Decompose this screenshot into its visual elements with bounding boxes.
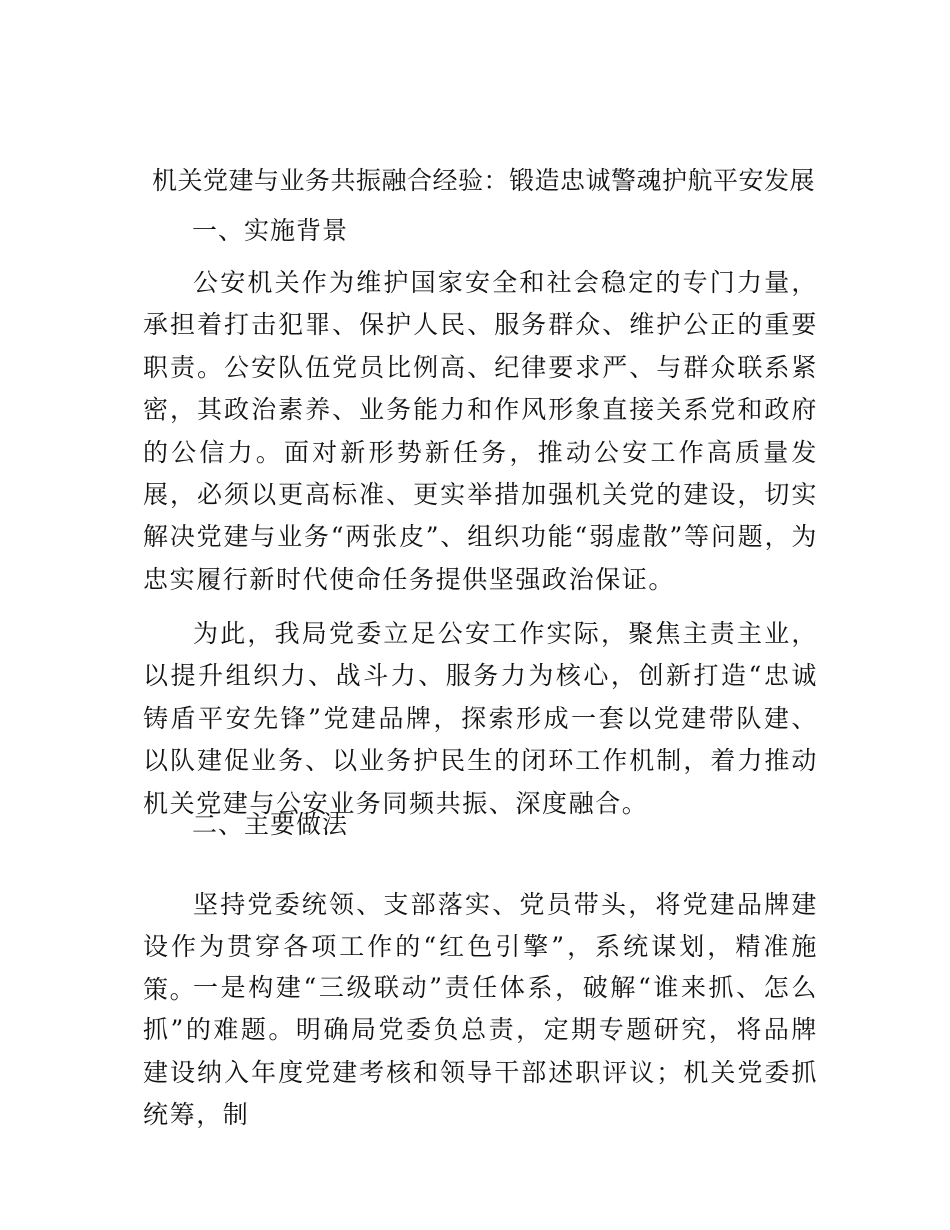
paragraph-practices-intro: 坚持党委统领、支部落实、党员带头，将党建品牌建设作为贯穿各项工作的“红色引擎”，系统谋划，精准施策。 bbox=[143, 890, 818, 1004]
paragraph-background: 公安机关作为维护国家安全和社会稳定的专门力量，承担着打击犯罪、保护人民、服务群众、维护公正的重要职责。公安队伍党员比例高、纪律要求严、与群众联系紧密，其政治素养、业务能力和作风形象直接关系党和政府的公信力。面对新形势新任务，推动公安工作高质量发展，必须以更高标准、更实举措加强机关党的建设，切实解决党建与业务“两张皮”、组织功能“弱虚散”等问题，为忠实履行新时代使命任务提供坚强政治保证。 bbox=[143, 268, 818, 594]
paragraph-responsibility-system: 一是构建“三级联动”责任体系，破解“谁来抓、怎么抓”的难题。明确局党委负总责，定期专题研究，将品牌建设纳入年度党建考核和领导干部述职评议；机关党委抓统筹，制 bbox=[143, 973, 818, 1130]
section-heading-main-practices: 二、主要做法 bbox=[192, 810, 349, 839]
section-heading-background: 一、实施背景 bbox=[192, 216, 349, 245]
paragraph-brand-intro: 为此，我局党委立足公安工作实际，聚焦主责主业，以提升组织力、战斗力、服务力为核心，创新打造“忠诚铸盾平安先锋”党建品牌，探索形成一套以党建带队建、以队建促业务、以业务护民生的闭环工作机制，着力推动机关党建与公安业务同频共振、深度融合。 bbox=[143, 619, 818, 818]
document-title: 机关党建与业务共振融合经验：锻造忠诚警魂护航平安发展 bbox=[152, 166, 816, 195]
